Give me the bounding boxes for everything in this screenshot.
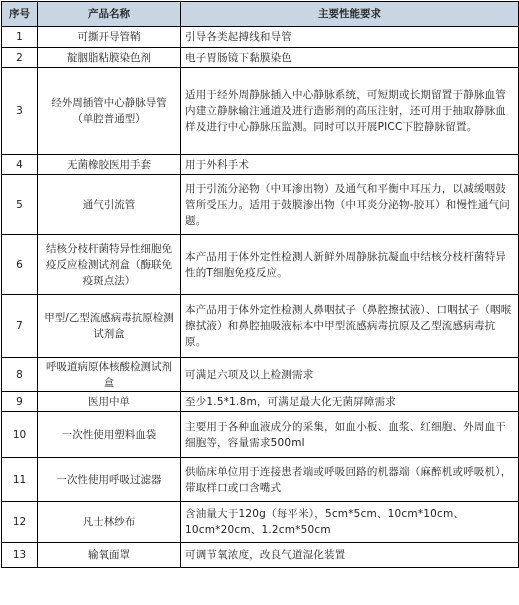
row-number: 9 [2,392,38,412]
product-name: 通气引流管 [38,175,181,235]
product-requirement: 至少1.5*1.8m，可满足最大化无菌屏障需求 [181,392,519,412]
product-name: 甲型/乙型流感病毒抗原检测试剂盒 [38,295,181,358]
header-serial-number: 序号 [2,2,38,27]
table-row [2,295,519,358]
product-requirement: 电子胃肠镜下黏膜染色 [181,48,519,68]
product-requirement: 供临床单位用于连接患者端或呼吸回路的机器端（麻醉机或呼吸机），带取样口或口含嘴式 [181,458,519,502]
table-row [2,358,519,392]
table-row [2,458,519,502]
product-requirement: 含油量大于120g（每平米），5cm*5cm、10cm*10cm、10cm*20cm、1.2cm*50cm [181,502,519,543]
product-name: 一次性使用塑料血袋 [38,412,181,458]
row-number: 13 [2,543,38,568]
table-row [2,27,519,48]
row-number: 1 [2,27,38,48]
product-name: 靛胭脂粘膜染色剂 [38,48,181,68]
requirements-table-wrapper [1,1,519,568]
table-row [2,175,519,235]
product-requirement: 主要用于各种血液成分的采集，如血小板、血浆、红细胞、外周血干细胞等，容量需求500ml [181,412,519,458]
header-product-name: 产品名称 [38,2,181,27]
product-name: 一次性使用呼吸过滤器 [38,458,181,502]
product-requirement: 本产品用于体外定性检测人新鲜外周静脉抗凝血中结核分枝杆菌特异性的T细胞免疫反应。 [181,235,519,295]
row-number: 2 [2,48,38,68]
table-row [2,68,519,155]
row-number: 5 [2,175,38,235]
table-row [2,235,519,295]
row-number: 11 [2,458,38,502]
header-row [2,2,519,27]
row-number: 10 [2,412,38,458]
product-requirements-table [1,1,519,568]
product-name: 结核分枝杆菌特异性细胞免疫反应检测试剂盒（酶联免疫斑点法） [38,235,181,295]
table-row [2,502,519,543]
product-requirement: 引导各类起搏线和导管 [181,27,519,48]
row-number: 7 [2,295,38,358]
header-main-requirements: 主要性能要求 [181,2,519,27]
row-number: 12 [2,502,38,543]
product-name: 输氧面罩 [38,543,181,568]
table-row [2,48,519,68]
table-row [2,543,519,568]
row-number: 6 [2,235,38,295]
product-requirement: 本产品用于体外定性检测人鼻咽拭子（鼻腔擦拭液）、口咽拭子（咽喉擦拭液）和鼻腔抽吸液标本中甲型流感病毒抗原及乙型流感病毒抗原。 [181,295,519,358]
product-requirement: 用于引流分泌物（中耳渗出物）及通气和平衡中耳压力，以减缓咽鼓管所受压力。适用于鼓膜渗出物（中耳炎分泌物-胶耳）和慢性通气问题。 [181,175,519,235]
product-requirement: 用于外科手术 [181,155,519,175]
product-requirement: 适用于经外周静脉插入中心静脉系统，可短期或长期留置于静脉血管内建立静脉输注通道及进行造影剂的高压注射，还可用于抽取静脉血样及进行中心静脉压监测。同时可以开展PICC下腔静脉留置。 [181,68,519,155]
product-name: 无菌橡胶医用手套 [38,155,181,175]
table-row [2,392,519,412]
row-number: 3 [2,68,38,155]
product-requirement: 可调节氧浓度，改良气道湿化装置 [181,543,519,568]
product-name: 呼吸道病原体核酸检测试剂盒 [38,358,181,392]
table-row [2,412,519,458]
product-name: 经外周插管中心静脉导管（单腔普通型） [38,68,181,155]
row-number: 8 [2,358,38,392]
row-number: 4 [2,155,38,175]
product-name: 可撕开导管鞘 [38,27,181,48]
product-requirement: 可满足六项及以上检测需求 [181,358,519,392]
table-row [2,155,519,175]
product-name: 医用中单 [38,392,181,412]
product-name: 凡士林纱布 [38,502,181,543]
